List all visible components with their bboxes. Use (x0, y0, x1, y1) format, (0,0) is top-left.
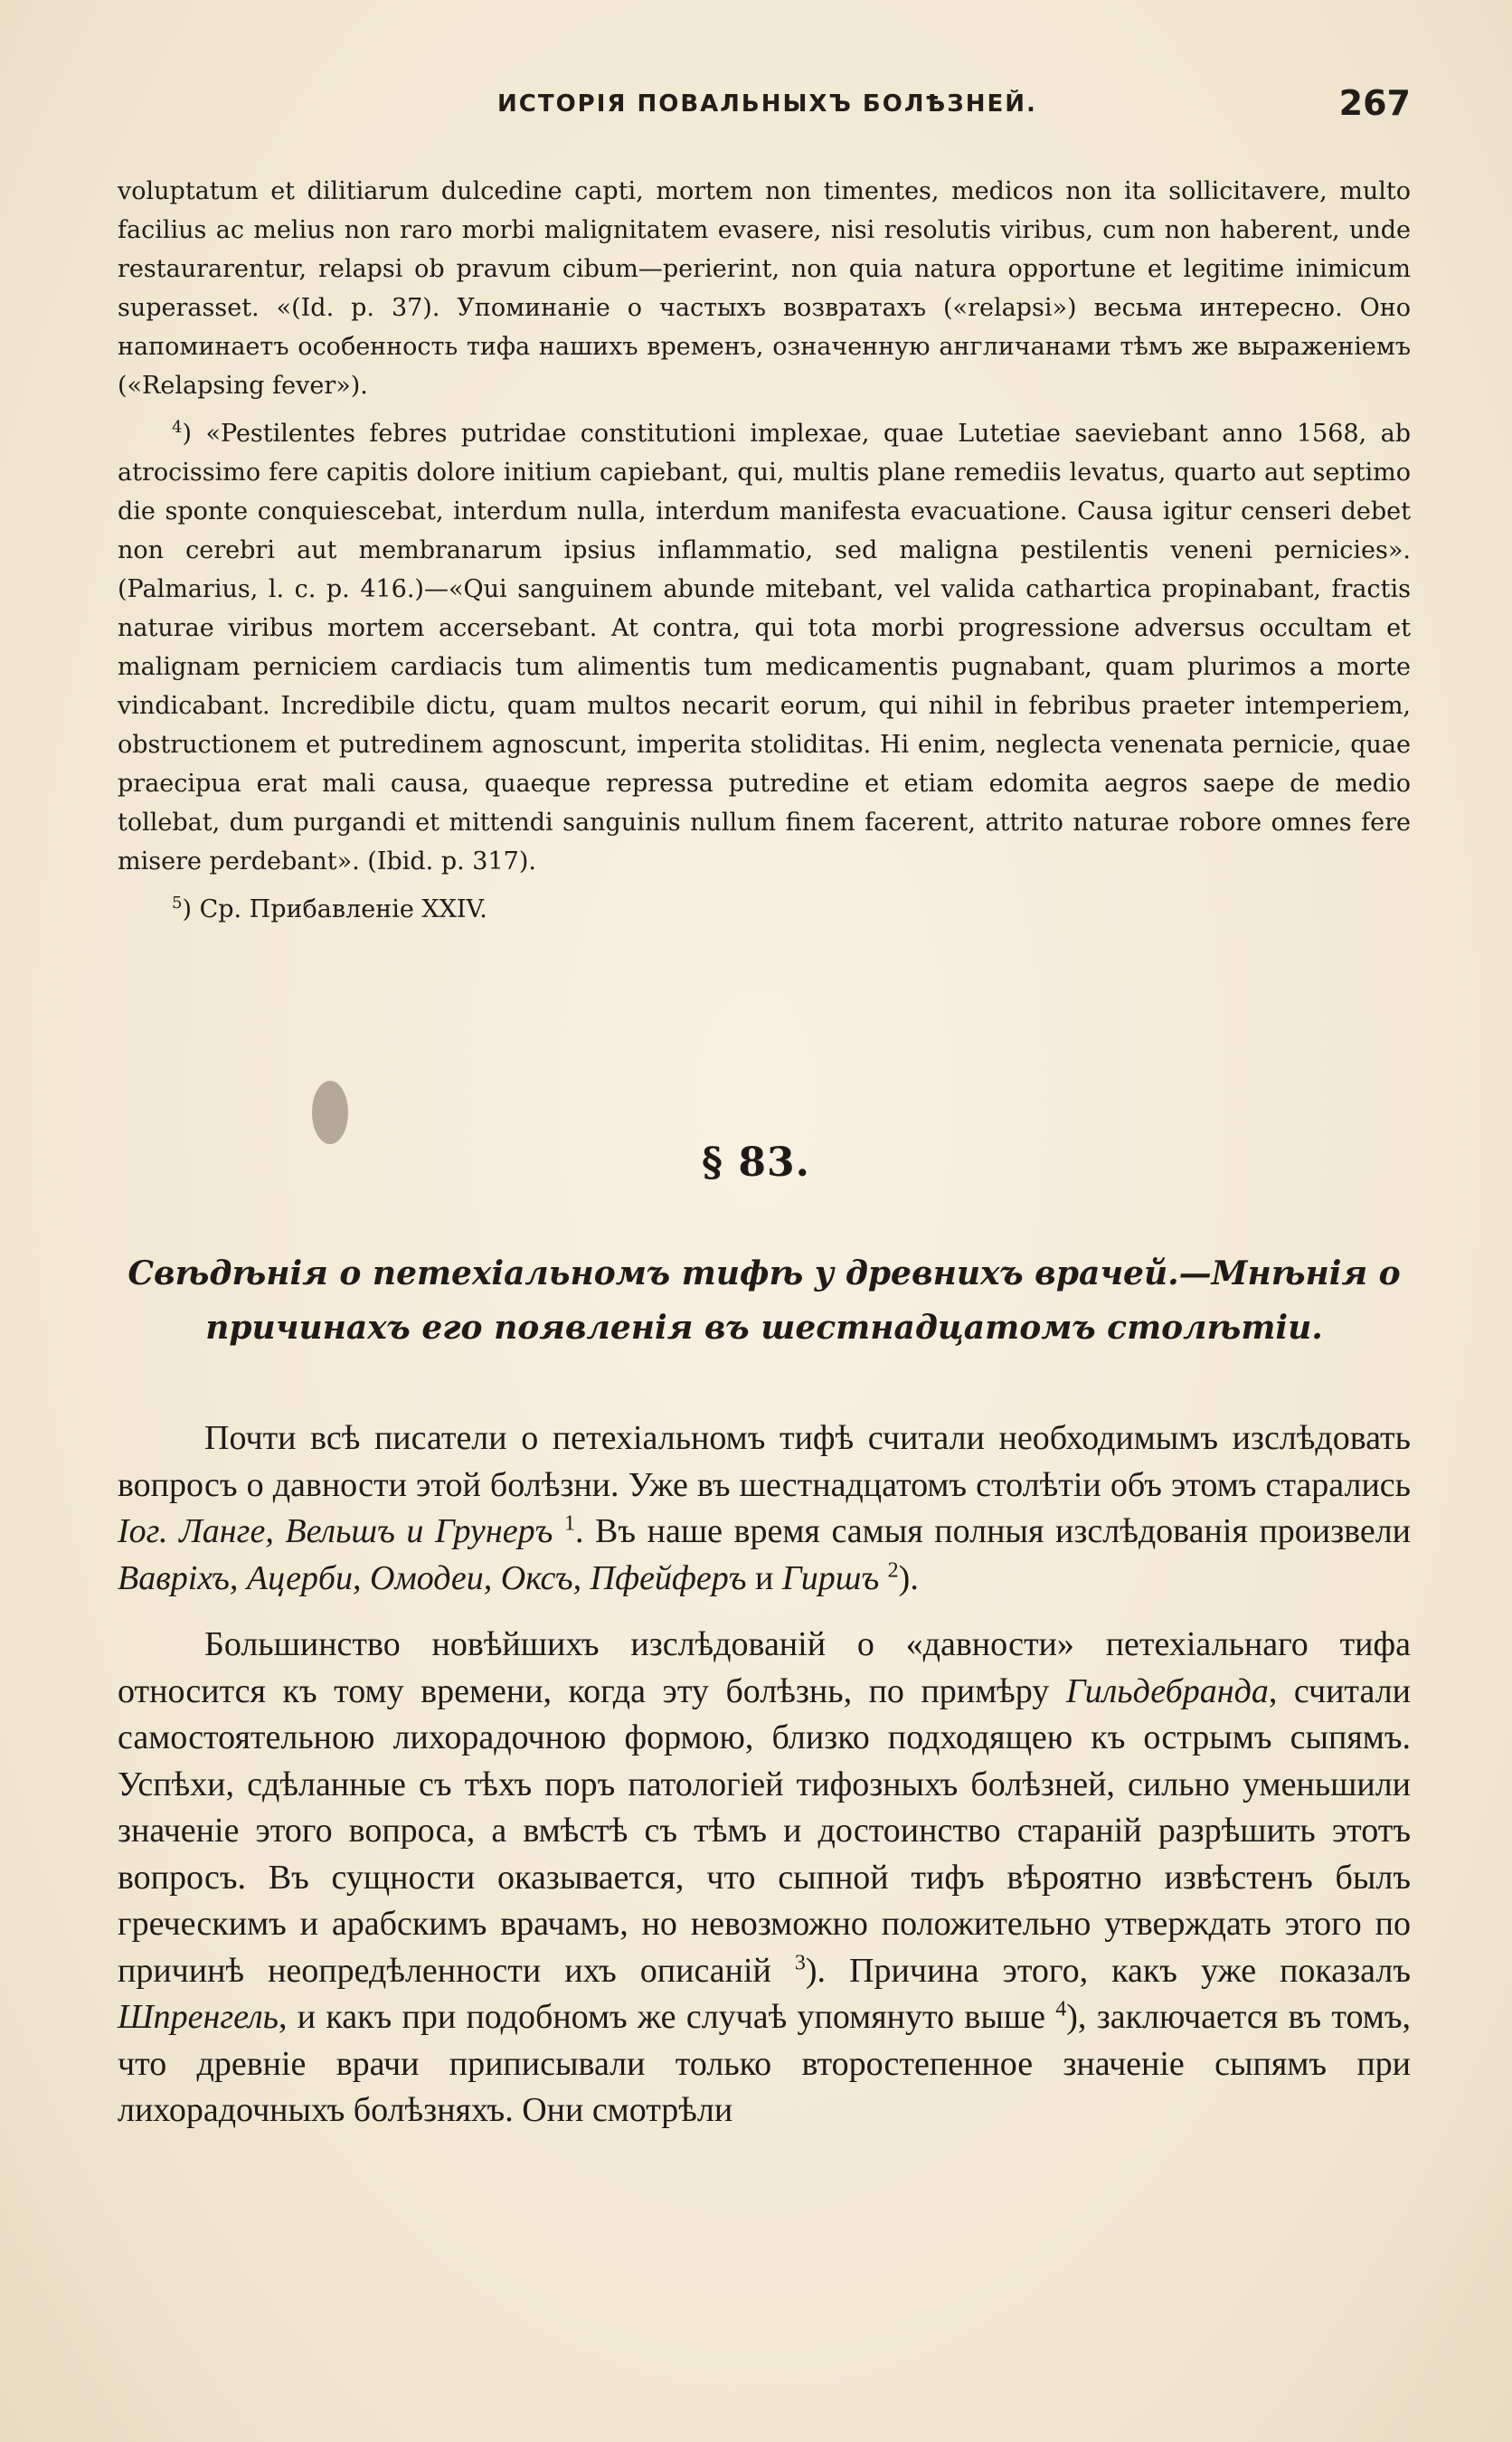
footnote-continuation: voluptatum et dilitiarum dulcedine capti, mortem non timentes, medicos non ita sollicitavere, multo facilius ac melius non raro morbi malignitatem evasere, nisi resolutis viribus, cum non haberent, unde restaurarentur, relapsi ob pravum cibum—perierint, non quia natura opportune et legitime inimicum superasset. «(Id. p. 37). Упоминаніе о частыхъ возвратахъ («relapsi») весьма интересно. Оно напоминаетъ особенность тифа нашихъ временъ, означенную англичанами тѣмъ же выраженіемъ («Relapsing fever»). (118, 177, 1411, 400)
paragraph (118, 1415, 1411, 1602)
body-text (118, 1415, 1411, 2154)
footnote-4: $^4$) «Pestilentes febres putridae constitutioni implexae, quae Lutetiae saeviebant anno 1568, ab atrocissimo fere capitis dolore initium capiebant, qui, multis plane remediis levatus, quarto aut septimo die sponte conquiescebat, interdum nulla, interdum manifesta evacuatione. Causa igitur censeri debet non cerebri aut membranarum ipsius inflammatio, sed maligna pestilentis veneni pernicies». (Palmarius, l. c. p. 416.)—«Qui sanguinem abunde mitebant, vel valida cathartica propinabant, fractis naturae viribus mortem accersebant. At contra, qui tota morbi progressione adversus occultam et malignam perniciem cardiacis tum alimentis tum medicamentis pugnabant, quam plurimos a morte vindicabant. Incredibile dictu, quam multos necarit eorum, qui nihil in febribus praeter intemperiem, obstructionem et putredinem agnoscunt, imperita stoliditas. Hi enim, neglecta venenata pernicie, quae praecipua erat mali causa, quaeque repressa putredine et etiam edomita aegros saepe de medio tollebat, dum purgandi et mittendi sanguinis nullum finem facerent, attrito naturae robore omnes fere misere perdebant». (Ibid. p. 317). (118, 418, 1411, 876)
author-name: Шпренгель (118, 1998, 279, 2036)
paragraph (118, 1622, 1411, 2134)
text-run: ). Причина этого, какъ уже показалъ (805, 1951, 1411, 1990)
author-name: Гильдебранда (1065, 1671, 1269, 1710)
footnote-ref: 2 (887, 1557, 899, 1582)
text-run: Большинство новѣйшихъ изслѣдованій о «давности» петехіальнаго тифа относится къ тому времени, когда эту болѣзнь, по примѣру (118, 1625, 1411, 1710)
text-run: , и какъ при подобномъ же случаѣ упомянуто выше (278, 1998, 1056, 2036)
footnotes-block (118, 172, 1411, 938)
footnote-marker: 5 (172, 894, 183, 913)
author-names: Вавріхъ, Ацерби, Омодеи, Оксъ, Пфейферъ (118, 1558, 747, 1597)
text-run: , считали самостоятельною лихорадочною формою, близко подходящею къ острымъ сыпямъ. Успѣхи, сдѣланные съ тѣхъ поръ патологіей тифозныхъ болѣзней, сильно уменьшили значеніе этого вопроса, а вмѣстѣ съ тѣмъ и достоинство стараній разрѣшить этотъ вопросъ. Въ сущности оказывается, что сыпной тифъ вѣроятно извѣстенъ былъ греческимъ и арабскимъ врачамъ, но невозможно положительно утверждать этого по причинѣ неопредѣленности ихъ описаній (118, 1671, 1411, 1990)
page-number: 267 (1338, 83, 1411, 123)
running-title: ИСТОРІЯ ПОВАЛЬНЫХЪ БОЛѢЗНЕЙ. (497, 90, 1037, 118)
author-names: Гиршъ (781, 1558, 880, 1597)
footnote-4-text: «Pestilentes febres putridae constitutioni implexae, quae Lutetiae saeviebant anno 1568, ab atrocissimo fere capitis dolore initium capiebant, qui, multis plane remediis levatus, quarto aut septimo die sponte conquiescebat, interdum nulla, interdum manifesta evacuatione. Causa igitur censeri debet non cerebri aut membranarum ipsius inflammatio, sed maligna pestilentis veneni pernicies». (Palmarius, l. c. p. 416.)—«Qui sanguinem abunde mitebant, vel valida cathartica propinabant, fractis naturae viribus mortem accersebant. At contra, qui tota morbi progressione adversus occultam et malignam perniciem cardiacis tum alimentis tum medicamentis pugnabant, quam plurimos a morte vindicabant. Incredibile dictu, quam multos necarit eorum, qui nihil in febribus praeter intemperiem, obstructionem et putredinem agnoscunt, imperita stoliditas. Hi enim, neglecta venenata pernicie, quae praecipua erat mali causa, quaeque repressa putredine et etiam edomita aegros saepe de medio tollebat, dum purgandi et mittendi sanguinis nullum finem facerent, attrito naturae robore omnes fere misere perdebant». (Ibid. p. 317). (118, 420, 1411, 876)
footnote-5-text: Ср. Прибавленіе XXIV. (199, 895, 487, 923)
text-run: Почти всѣ писатели о петехіальномъ тифѣ считали необходимымъ изслѣдовать вопросъ о давности этой болѣзни. Уже въ шестнадцатомъ столѣтіи объ этомъ старались (118, 1419, 1411, 1504)
page-header (118, 83, 1411, 137)
footnote-5: $^5$) Ср. Прибавленіе XXIV. (172, 894, 487, 923)
ink-smudge (312, 1081, 348, 1144)
author-names: Іог. Ланге, Вельшъ и Грунеръ (118, 1512, 553, 1550)
footnote-ref: 4 (1055, 1997, 1067, 2021)
text-run: и (746, 1558, 782, 1597)
text-run: . Въ наше время самыя полныя изслѣдованія произвели (574, 1512, 1412, 1550)
footnote-marker: 4 (172, 418, 183, 437)
section-title: Свѣдѣнія о петехіальномъ тифѣ у древнихъ врачей.—Мнѣнія о причинахъ его появленія въ шестнадцатомъ столѣтіи. (128, 1254, 1401, 1347)
footnote-ref: 1 (563, 1511, 575, 1536)
text-run: ). (898, 1558, 919, 1597)
section-number: § 83. (702, 1140, 810, 1186)
footnote-ref: 3 (794, 1950, 806, 1974)
text-run: ), заключается въ томъ, что древніе врачи приписывали только второстепенное значеніе сыпямъ при лихорадочныхъ болѣзняхъ. Они смотрѣли (118, 1998, 1411, 2129)
